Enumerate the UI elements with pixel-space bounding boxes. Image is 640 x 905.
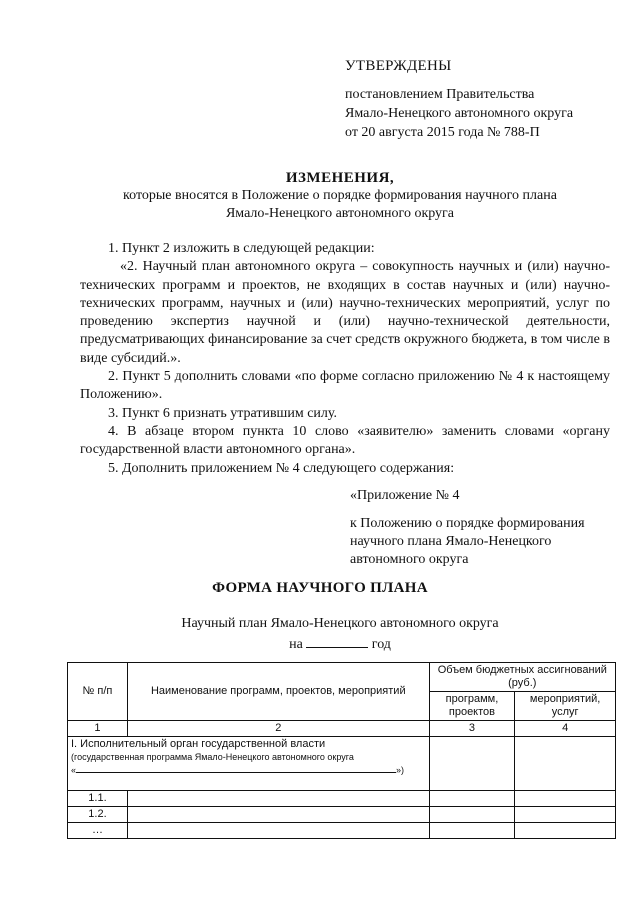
amendment-item: 3. Пункт 6 признать утратившим силу. bbox=[108, 405, 337, 421]
approval-line: от 20 августа 2015 года № 788-П bbox=[345, 125, 540, 140]
approval-line: постановлением Правительства bbox=[345, 87, 535, 102]
plan-table bbox=[67, 662, 616, 839]
amendment-item: 2. Пункт 5 дополнить словами «по форме согласно приложению № 4 к настоящему Положению». bbox=[80, 369, 610, 403]
table-header-row bbox=[68, 663, 616, 692]
amendment-item: «2. Научный план автономного округа – совокупность научных и (или) научно-технических программ и проектов, не входящих в состав научных и (или) научно-технических программ, научных и (или) научно-технических мероприятий, услуг по проведению экспертиз научной и (или) научно-технической деятельности, предусматривающих финансирование за счет средств окружного бюджета, в том числе в виде субсидий.». bbox=[80, 259, 610, 366]
table-section-row bbox=[68, 737, 616, 791]
approval-line: Ямало-Ненецкого автономного округа bbox=[345, 106, 574, 121]
table-row bbox=[68, 807, 616, 823]
document-title-block bbox=[60, 170, 620, 223]
row-number: 1.2. bbox=[68, 807, 128, 823]
header-budget: Объем бюджетных ассигнований (руб.) bbox=[429, 663, 615, 692]
form-title: ФОРМА НАУЧНОГО ПЛАНА bbox=[212, 580, 428, 596]
table-number-row bbox=[68, 721, 616, 737]
col-number: 2 bbox=[127, 721, 429, 737]
col-number: 4 bbox=[515, 721, 616, 737]
appendix-line: автономного округа bbox=[350, 552, 469, 567]
document-subtitle: Ямало-Ненецкого автономного округа bbox=[225, 206, 455, 221]
section-subtitle: (государственная программа Ямало-Ненецкого автономного округа bbox=[71, 752, 354, 762]
col-number: 1 bbox=[68, 721, 128, 737]
table-cell bbox=[515, 823, 616, 839]
table-cell bbox=[429, 807, 515, 823]
amendment-item: 5. Дополнить приложением № 4 следующего содержания: bbox=[108, 460, 455, 476]
table-cell bbox=[127, 791, 429, 807]
header-num: № п/п bbox=[68, 663, 128, 721]
approval-heading: УТВЕРЖДЕНЫ bbox=[345, 58, 452, 74]
appendix-line: к Положению о порядке формирования bbox=[350, 516, 585, 531]
table-cell bbox=[429, 823, 515, 839]
table-cell bbox=[429, 737, 515, 791]
amendment-item: 4. В абзаце втором пункта 10 слово «заявителю» заменить словами «органу государственной власти автономного органа». bbox=[80, 423, 610, 458]
amendment-item: 1. Пункт 2 изложить в следующей редакции: bbox=[108, 241, 375, 256]
plan-title-block bbox=[60, 614, 620, 655]
quote-open: « bbox=[71, 765, 77, 775]
program-blank bbox=[76, 764, 396, 773]
section-title: I. Исполнительный орган государственной власти bbox=[71, 738, 326, 750]
year-blank bbox=[306, 634, 368, 648]
table-cell bbox=[429, 791, 515, 807]
table-cell bbox=[515, 737, 616, 791]
header-events: мероприятий, услуг bbox=[515, 692, 616, 721]
row-number: 1.1. bbox=[68, 791, 128, 807]
table-cell bbox=[515, 807, 616, 823]
appendix-heading: «Приложение № 4 bbox=[350, 488, 460, 503]
plan-year-line bbox=[60, 634, 620, 655]
table-row bbox=[68, 791, 616, 807]
row-number: … bbox=[68, 823, 128, 839]
table-row bbox=[68, 823, 616, 839]
table-cell bbox=[127, 823, 429, 839]
header-name: Наименование программ, проектов, мероприятий bbox=[127, 663, 429, 721]
appendix-line: научного плана Ямало-Ненецкого bbox=[350, 534, 552, 549]
approval-block bbox=[345, 58, 625, 142]
document-subtitle: которые вносятся в Положение о порядке формирования научного плана bbox=[123, 188, 557, 203]
amendments-text bbox=[80, 240, 610, 478]
plan-year-label: год bbox=[371, 637, 391, 652]
document-title: ИЗМЕНЕНИЯ, bbox=[285, 170, 395, 186]
table-cell bbox=[515, 791, 616, 807]
plan-title: Научный план Ямало-Ненецкого автономного округа bbox=[181, 616, 499, 631]
quote-close: ») bbox=[396, 765, 405, 775]
section-blank-line bbox=[71, 764, 426, 777]
table-cell bbox=[127, 807, 429, 823]
col-number: 3 bbox=[429, 721, 515, 737]
plan-on-label: на bbox=[289, 637, 303, 652]
appendix-block bbox=[350, 487, 620, 569]
header-programs: программ, проектов bbox=[429, 692, 515, 721]
section-cell bbox=[68, 737, 430, 791]
